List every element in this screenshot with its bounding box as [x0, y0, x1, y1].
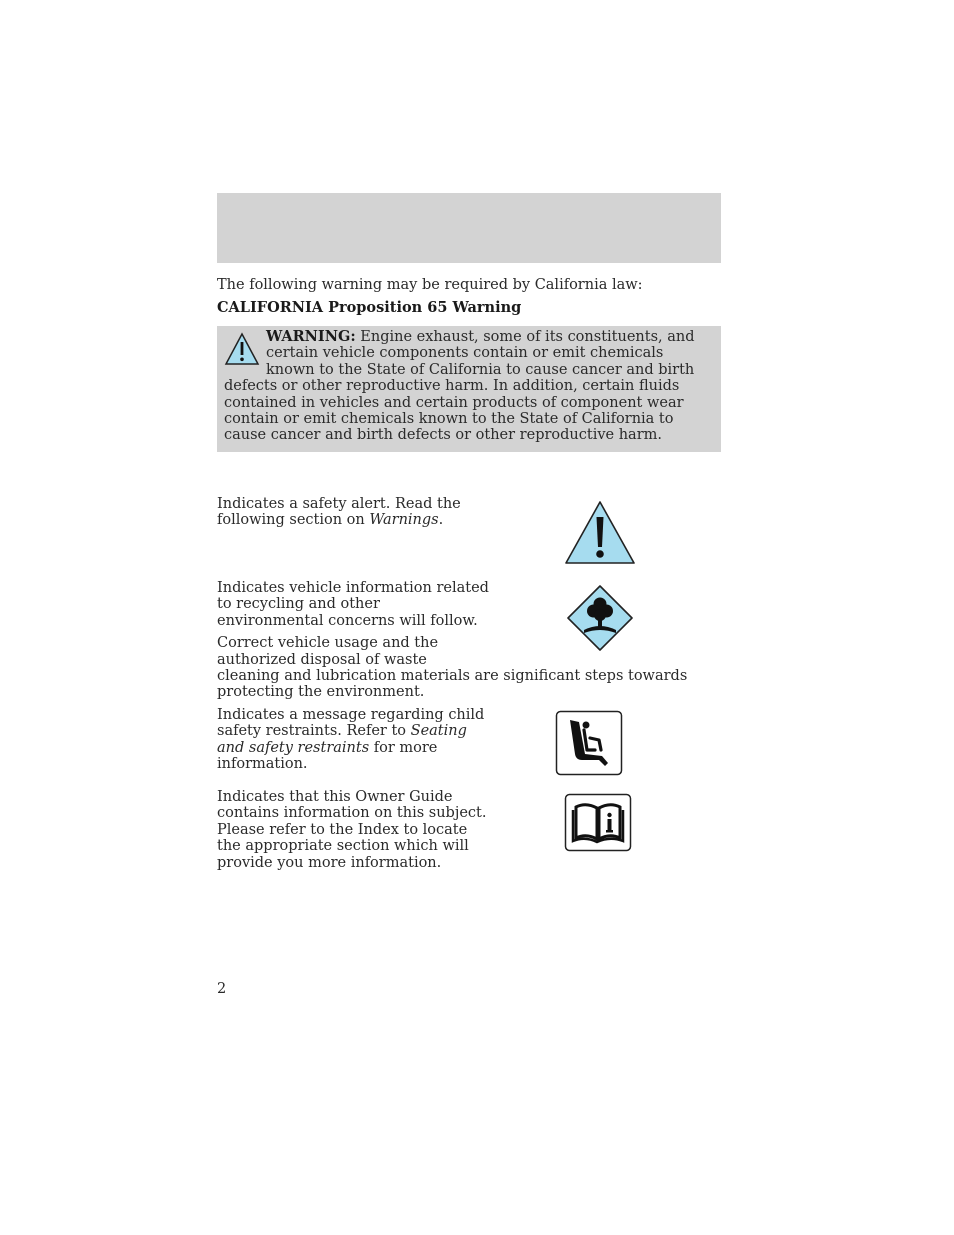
warning-label: WARNING:: [266, 328, 356, 345]
safety-alert-icon: [563, 500, 637, 566]
environment-icon: [566, 584, 634, 652]
environment-description: Indicates vehicle information related to recycling and other environmental concerns will follow. Correct vehicle usage and the authorized disposal of waste cleaning and lubrication materials are significant steps towards protecting the environment.: [217, 580, 688, 701]
owner-guide-description: Indicates that this Owner Guide contains information on this subject. Please refer to the Index to locate the appropriate section which will provide you more information.: [217, 789, 487, 871]
warning-box: [217, 326, 721, 452]
header-bar: [217, 193, 721, 263]
child-safety-description: Indicates a message regarding child safety restraints. Refer to Seating and safety restraints for more information.: [217, 707, 485, 773]
child-seat-icon: [555, 710, 623, 776]
warning-triangle-icon: [224, 331, 260, 367]
owner-guide-book-icon: [564, 793, 632, 852]
warning-text: Engine exhaust, some of its constituents, and certain vehicle components contain or emit chemicals known to the State of California to cause cancer and birth defects or other reproductive harm. In addition, certain fluids contained in vehicles and certain products of component wear contain or emit chemicals known to the State of California to cause cancer and birth defects or other reproductive harm.: [224, 329, 695, 444]
page-number: 2: [217, 981, 227, 997]
section-heading: CALIFORNIA Proposition 65 Warning: [217, 299, 522, 316]
safety-alert-description: Indicates a safety alert. Read the following section on Warnings.: [217, 496, 461, 529]
intro-text: The following warning may be required by California law:: [217, 277, 643, 293]
